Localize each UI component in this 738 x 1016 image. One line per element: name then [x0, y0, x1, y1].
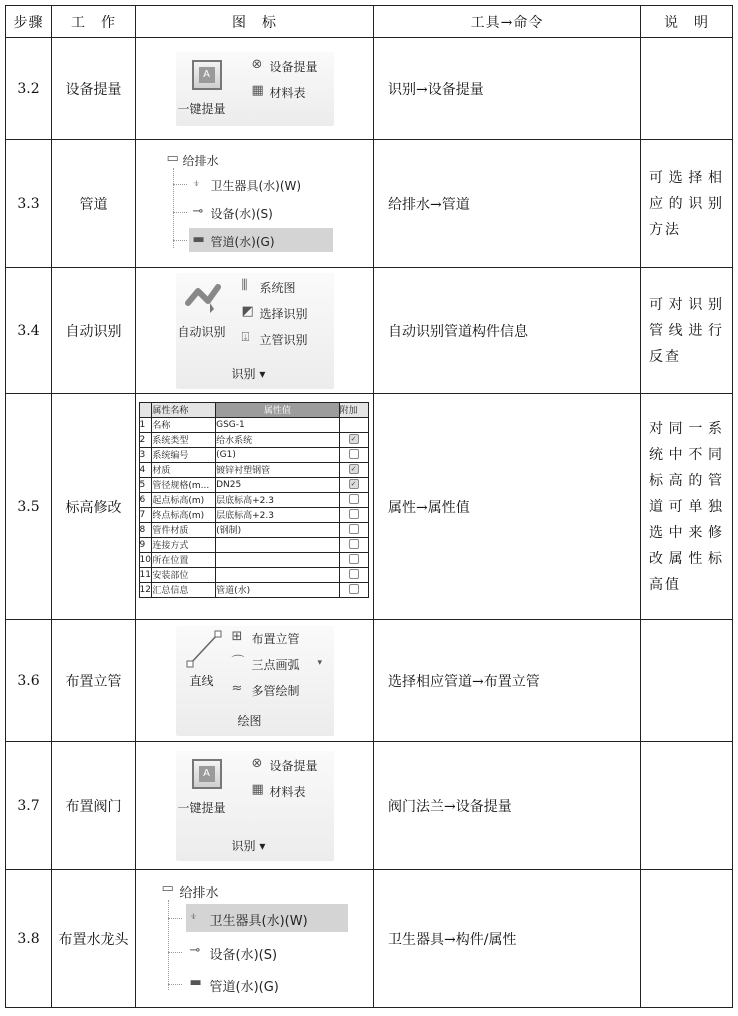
step-cell: 3.3: [6, 140, 52, 268]
icon-cell: [136, 394, 374, 620]
folder-icon: ▭: [166, 150, 179, 166]
tree-item-sanitary[interactable]: 卫生器具(水)(W): [209, 913, 308, 929]
property-value[interactable]: [216, 537, 340, 552]
work-cell: 布置阀门: [52, 742, 136, 870]
work-cell: 管道: [52, 140, 136, 268]
multi-pipe-icon: ≈: [231, 680, 243, 696]
note-cell: [641, 620, 733, 742]
icon-cell: [136, 268, 374, 394]
system-diagram-icon: ⫼: [241, 277, 248, 293]
header-step: 步骤: [6, 6, 52, 38]
icon-cell: [136, 870, 374, 1008]
property-extra: [339, 492, 368, 507]
place-riser-icon: ⊞: [231, 628, 243, 644]
step-cell: 3.7: [6, 742, 52, 870]
property-row-number: 7: [139, 507, 152, 522]
note-cell: 对同一系统中不同标高的管道可单独选中来修改属性标高值: [641, 394, 733, 620]
header-note: 说 明: [641, 6, 733, 38]
extra-checkbox[interactable]: ✓: [349, 479, 359, 489]
draw-group-label: 绘图: [237, 713, 262, 728]
property-value[interactable]: DN25: [216, 477, 340, 492]
property-value[interactable]: (钢制): [216, 522, 340, 537]
extra-checkbox[interactable]: [349, 449, 359, 459]
property-name: 所在位置: [152, 552, 216, 567]
procedure-table: [5, 5, 733, 1008]
tree-item-equipment[interactable]: 设备(水)(S): [209, 947, 278, 963]
col-header-value: 属性值: [216, 402, 340, 417]
property-name: 安装部位: [152, 567, 216, 582]
property-row-number: 2: [139, 432, 152, 447]
property-row-number: 6: [139, 492, 152, 507]
property-table: [139, 402, 369, 598]
property-name: 名称: [152, 417, 216, 432]
pipe-icon: ▬: [192, 231, 205, 247]
command-cell: 自动识别管道构件信息: [374, 268, 641, 394]
ribbon-auto-recognize: [176, 273, 334, 389]
property-extra: [339, 447, 368, 462]
property-row[interactable]: [139, 537, 368, 552]
property-value[interactable]: [216, 567, 340, 582]
property-row-number: 5: [139, 477, 152, 492]
property-name: 连接方式: [152, 537, 216, 552]
table-row: [6, 38, 733, 140]
property-extra: [339, 462, 368, 477]
ribbon-equipment-quantity: [176, 751, 334, 861]
table-grid-icon: ▦: [251, 781, 264, 797]
select-recognize-label[interactable]: 选择识别: [259, 306, 308, 321]
property-name: 管径规格(m...: [152, 477, 216, 492]
property-row[interactable]: [139, 432, 368, 447]
sanitary-fixture-icon: ⍖: [189, 908, 198, 924]
one-click-quantity-icon[interactable]: A: [192, 759, 222, 789]
property-row[interactable]: [139, 582, 368, 597]
property-extra: [339, 537, 368, 552]
multi-pipe-label[interactable]: 多管绘制: [251, 683, 300, 698]
note-cell: 可选择相应的识别方法: [641, 140, 733, 268]
select-recognize-icon: ◩: [241, 303, 254, 319]
riser-recognize-icon: ⍗: [241, 329, 250, 345]
property-value[interactable]: 给水系统: [216, 432, 340, 447]
tree-root-label[interactable]: 给排水: [179, 885, 219, 901]
property-extra: [339, 432, 368, 447]
one-click-quantity-icon[interactable]: A: [192, 60, 222, 90]
property-row-number: 4: [139, 462, 152, 477]
sanitary-fixture-icon: ⍖: [192, 175, 201, 191]
property-value[interactable]: GSG-1: [216, 417, 340, 432]
property-extra: [339, 567, 368, 582]
auto-recognize-label[interactable]: 自动识别: [177, 324, 226, 339]
command-cell: 阀门法兰→设备提量: [374, 742, 641, 870]
work-cell: 布置水龙头: [52, 870, 136, 1008]
extra-checkbox[interactable]: [349, 554, 359, 564]
extra-checkbox[interactable]: [349, 524, 359, 534]
note-cell: [641, 742, 733, 870]
note-cell: [641, 38, 733, 140]
command-cell: 属性→属性值: [374, 394, 641, 620]
table-row: [6, 620, 733, 742]
equipment-quantity-label[interactable]: 设备提量: [269, 59, 318, 74]
command-cell: 卫生器具→构件/属性: [374, 870, 641, 1008]
property-value[interactable]: 层底标高+2.3: [216, 492, 340, 507]
property-row-number: 3: [139, 447, 152, 462]
note-cell: [641, 870, 733, 1008]
tree-item-sanitary[interactable]: 卫生器具(水)(W): [210, 178, 302, 193]
chevron-down-icon[interactable]: ▾: [317, 657, 323, 668]
table-row: [6, 268, 733, 394]
command-cell: 给排水→管道: [374, 140, 641, 268]
riser-recognize-label[interactable]: 立管识别: [259, 332, 308, 347]
material-list-label[interactable]: 材料表: [269, 85, 306, 100]
one-click-quantity-label[interactable]: 一键提量: [177, 800, 226, 815]
property-row-number: 11: [139, 567, 152, 582]
tree-item-pipe[interactable]: 管道(水)(G): [210, 234, 275, 249]
table-row: [6, 394, 733, 620]
tree-item-pipe[interactable]: 管道(水)(G): [209, 979, 279, 995]
property-value[interactable]: 镀锌衬塑钢管: [216, 462, 340, 477]
extra-checkbox[interactable]: ✓: [349, 434, 359, 444]
property-value[interactable]: (G1): [216, 447, 340, 462]
tree-item-equipment[interactable]: 设备(水)(S): [210, 206, 273, 221]
property-extra: [339, 507, 368, 522]
property-name: 终点标高(m): [152, 507, 216, 522]
system-diagram-label[interactable]: 系统图: [259, 280, 296, 295]
icon-cell: [136, 140, 374, 268]
icon-cell: [136, 38, 374, 140]
extra-checkbox[interactable]: [349, 509, 359, 519]
recognize-group-label[interactable]: 识别 ▾: [231, 366, 266, 381]
property-name: 汇总信息: [152, 582, 216, 597]
material-list-label[interactable]: 材料表: [269, 784, 306, 799]
ribbon-draw: [176, 626, 334, 736]
property-name: 系统类型: [152, 432, 216, 447]
command-cell: 识别→设备提量: [374, 38, 641, 140]
command-cell: 选择相应管道→布置立管: [374, 620, 641, 742]
property-name: 材质: [152, 462, 216, 477]
property-row[interactable]: [139, 567, 368, 582]
tree-water-system: [165, 148, 345, 260]
property-row[interactable]: [139, 417, 368, 432]
property-extra: [339, 522, 368, 537]
recognize-group-label[interactable]: 识别 ▾: [231, 838, 266, 853]
place-riser-label[interactable]: 布置立管: [251, 631, 300, 646]
icon-cell: [136, 620, 374, 742]
property-name: 系统编号: [152, 447, 216, 462]
property-extra: [339, 477, 368, 492]
ribbon-equipment-quantity: [176, 52, 334, 126]
col-header-name: 属性名称: [152, 402, 216, 417]
property-value[interactable]: 层底标高+2.3: [216, 507, 340, 522]
pipe-icon: ▬: [189, 974, 202, 990]
straight-line-label[interactable]: 直线: [189, 673, 214, 688]
extra-checkbox[interactable]: [349, 539, 359, 549]
extra-checkbox[interactable]: [349, 569, 359, 579]
work-cell: 设备提量: [52, 38, 136, 140]
header-row: [6, 6, 733, 38]
property-name: 管件材质: [152, 522, 216, 537]
step-cell: 3.4: [6, 268, 52, 394]
header-work: 工 作: [52, 6, 136, 38]
three-point-arc-icon: ⌒: [231, 654, 245, 670]
extra-checkbox[interactable]: [349, 494, 359, 504]
work-cell: 布置立管: [52, 620, 136, 742]
auto-recognize-icon[interactable]: [184, 281, 224, 315]
step-cell: 3.2: [6, 38, 52, 140]
property-row[interactable]: [139, 492, 368, 507]
property-row[interactable]: [139, 507, 368, 522]
property-row[interactable]: [139, 477, 368, 492]
table-row: [6, 140, 733, 268]
property-row-number: 1: [139, 417, 152, 432]
property-row[interactable]: [139, 552, 368, 567]
folder-icon: ▭: [161, 880, 174, 896]
work-cell: 自动识别: [52, 268, 136, 394]
one-click-quantity-label[interactable]: 一键提量: [177, 101, 226, 116]
step-cell: 3.5: [6, 394, 52, 620]
equipment-icon: ⊸: [189, 942, 201, 958]
tree-root-label[interactable]: 给排水: [182, 153, 219, 168]
header-icon: 图 标: [136, 6, 374, 38]
work-cell: 标高修改: [52, 394, 136, 620]
tree-water-system: [160, 876, 350, 1002]
icon-cell: [136, 742, 374, 870]
property-extra: [339, 417, 368, 432]
property-row-number: 12: [139, 582, 152, 597]
property-row[interactable]: [139, 447, 368, 462]
circle-x-icon: ⊗: [251, 56, 263, 72]
property-row-number: 8: [139, 522, 152, 537]
table-row: [6, 742, 733, 870]
property-value[interactable]: 管道(水): [216, 582, 340, 597]
table-row: [6, 870, 733, 1008]
extra-checkbox[interactable]: ✓: [349, 464, 359, 474]
table-grid-icon: ▦: [251, 82, 264, 98]
circle-x-icon: ⊗: [251, 755, 263, 771]
property-row-number: 10: [139, 552, 152, 567]
property-name: 起点标高(m): [152, 492, 216, 507]
extra-checkbox[interactable]: [349, 584, 359, 594]
three-point-arc-label[interactable]: 三点画弧: [251, 657, 300, 672]
property-row[interactable]: [139, 522, 368, 537]
col-header-extra: 附加: [339, 402, 368, 417]
equipment-quantity-label[interactable]: 设备提量: [269, 758, 318, 773]
step-cell: 3.8: [6, 870, 52, 1008]
property-row[interactable]: [139, 462, 368, 477]
equipment-icon: ⊸: [192, 203, 204, 219]
property-value[interactable]: [216, 552, 340, 567]
property-panel: [139, 400, 371, 614]
property-extra: [339, 552, 368, 567]
property-row-number: 9: [139, 537, 152, 552]
header-command: 工具→命令: [374, 6, 641, 38]
property-extra: [339, 582, 368, 597]
note-cell: 可对识别管线进行反查: [641, 268, 733, 394]
step-cell: 3.6: [6, 620, 52, 742]
straight-line-icon[interactable]: [186, 630, 222, 668]
